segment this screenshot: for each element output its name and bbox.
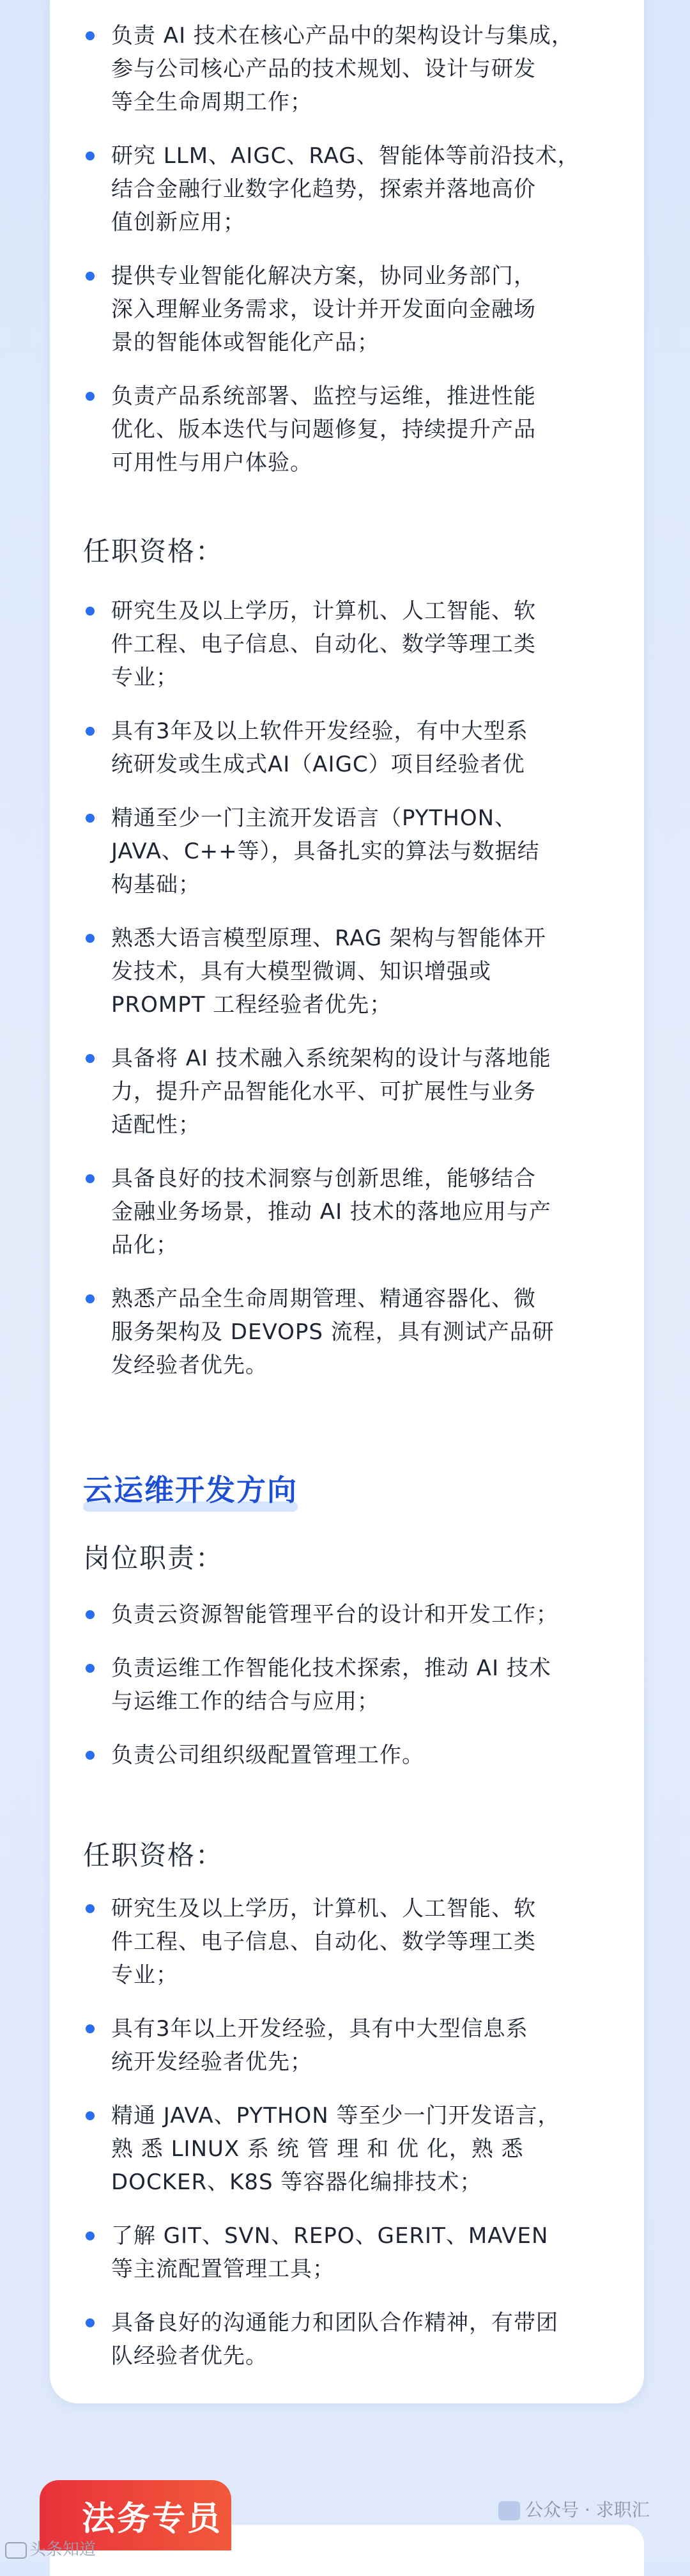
qualifications-list-1	[83, 594, 607, 1402]
list-item: 负责运维工作智能化技术探索，推动 AI 技术 与运维工作的结合与应用；	[83, 1652, 607, 1718]
qualifications-heading-1: 任职资格：	[83, 536, 224, 567]
list-item: 精通至少一门主流开发语言（PYTHON、 JAVA、C++等），具备扎实的算法与数据结 构基础；	[83, 802, 607, 901]
next-section-tab: 法务专员	[40, 2480, 231, 2550]
list-item: 具有3年及以上软件开发经验，有中大型系 统研发或生成式AI（AIGC）项目经验者优	[83, 715, 607, 781]
list-item: 负责云资源智能管理平台的设计和开发工作；	[83, 1598, 607, 1631]
bullet-icon	[86, 2111, 95, 2120]
wechat-account-icon	[498, 2501, 520, 2520]
bullet-icon	[86, 1664, 95, 1673]
list-item: 具备良好的沟通能力和团队合作精神，有带团 队经验者优先。	[83, 2306, 607, 2373]
bullet-icon	[86, 31, 95, 40]
toutiao-icon	[5, 2542, 27, 2559]
bullet-icon	[86, 607, 95, 616]
bullet-icon	[86, 727, 95, 736]
list-item: 了解 GIT、SVN、REPO、GERIT、MAVEN 等主流配置管理工具；	[83, 2219, 607, 2286]
list-item: 具有3年以上开发经验，具有中大型信息系 统开发经验者优先；	[83, 2012, 607, 2079]
bullet-icon	[86, 1751, 95, 1760]
qualifications-heading-2: 任职资格：	[83, 1840, 224, 1871]
bullet-icon	[86, 151, 95, 160]
list-item: 负责公司组织级配置管理工作。	[83, 1739, 607, 1772]
list-item: 研究 LLM、AIGC、RAG、智能体等前沿技术， 结合金融行业数字化趋势，探索并落地高价 值创新应用；	[83, 139, 607, 239]
bullet-icon	[86, 814, 95, 823]
list-item: 具备良好的技术洞察与创新思维，能够结合 金融业务场景，推动 AI 技术的落地应用与产 品化；	[83, 1162, 607, 1262]
list-item: 提供专业智能化解决方案，协同业务部门， 深入理解业务需求，设计并开发面向金融场 景的智能体或智能化产品；	[83, 260, 607, 359]
duties-heading-2: 岗位职责：	[83, 1542, 224, 1574]
bullet-icon	[86, 1054, 95, 1063]
bullet-icon	[86, 1174, 95, 1183]
list-item: 负责 AI 技术在核心产品中的架构设计与集成， 参与公司核心产品的技术规划、设计与研发 等全生命周期工作；	[83, 19, 607, 119]
list-item: 精通 JAVA、PYTHON 等至少一门开发语言， 熟 悉 LINUX 系 统 管 理 和 优 化，熟 悉 DOCKER、K8S 等容器化编排技术；	[83, 2099, 607, 2199]
qualifications-list-2	[83, 1892, 607, 2393]
list-item: 研究生及以上学历，计算机、人工智能、软 件工程、电子信息、自动化、数学等理工类 专业；	[83, 1892, 607, 1992]
bullet-icon	[86, 2318, 95, 2327]
list-item: 熟悉产品全生命周期管理、精通容器化、微 服务架构及 DEVOPS 流程，具有测试产品研 发经验者优先。	[83, 1282, 607, 1382]
list-item: 负责产品系统部署、监控与运维，推进性能 优化、版本迭代与问题修复，持续提升产品 可用性与用户体验。	[83, 380, 607, 479]
duties-list-2	[83, 1598, 607, 1792]
bullet-icon	[86, 392, 95, 401]
bullet-icon	[86, 1294, 95, 1303]
watermark-left: 头条知道	[5, 2536, 96, 2560]
bullet-icon	[86, 934, 95, 943]
watermark-right: 公众号 · 求职汇	[498, 2496, 650, 2522]
list-item: 熟悉大语言模型原理、RAG 架构与智能体开 发技术，具有大模型微调、知识增强或 PROMPT 工程经验者优先；	[83, 922, 607, 1021]
list-item: 研究生及以上学历，计算机、人工智能、软 件工程、电子信息、自动化、数学等理工类 专业；	[83, 594, 607, 694]
list-item: 具备将 AI 技术融入系统架构的设计与落地能 力，提升产品智能化水平、可扩展性与业务 适配性；	[83, 1042, 607, 1142]
section-title: 云运维开发方向	[83, 1467, 298, 1509]
bullet-icon	[86, 1904, 95, 1913]
bullet-icon	[86, 2231, 95, 2240]
bullet-icon	[86, 272, 95, 281]
bullet-icon	[86, 2024, 95, 2033]
bullet-icon	[86, 1610, 95, 1619]
duties-list-1	[83, 19, 607, 500]
